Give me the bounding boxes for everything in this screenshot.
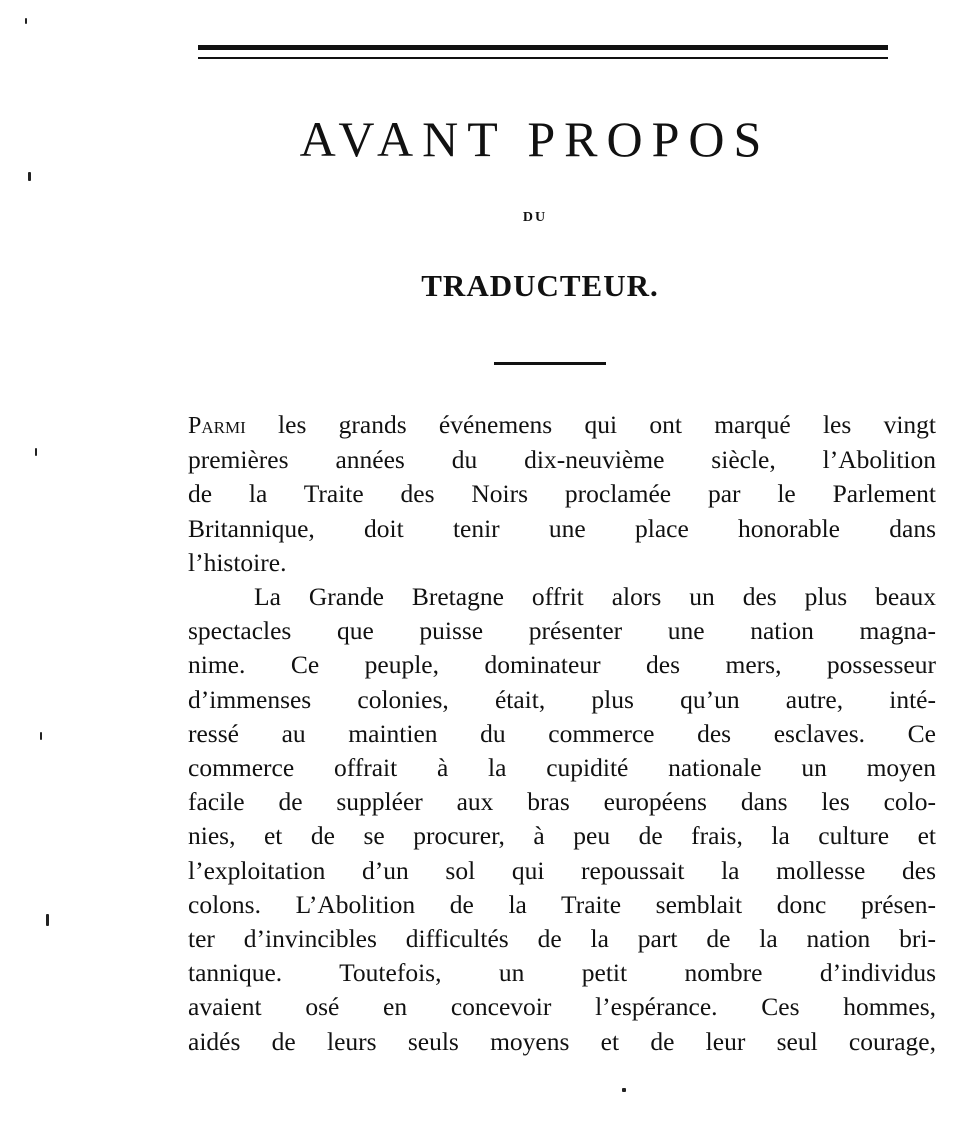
text-line: de la Traite des Noirs proclamée par le Parlement (188, 479, 936, 509)
title-connector: DU (522, 210, 548, 225)
header-double-rule-bottom (198, 57, 888, 59)
scan-speck (622, 1088, 626, 1092)
text-line-indented: La Grande Bretagne offrit alors un des plus beaux (254, 582, 936, 612)
text-line: facile de suppléer aux bras européens dans les colo- (188, 787, 936, 817)
scan-speck (46, 914, 49, 926)
text-line (188, 408, 936, 443)
text-line: spectacles que puisse présenter une nation magna- (188, 616, 936, 646)
text-line: aidés de leurs seuls moyens et de leur seul courage, (188, 1026, 936, 1056)
section-divider (494, 362, 606, 365)
text-line: tannique. Toutefois, un petit nombre d’individus (188, 958, 936, 988)
text-line: d’immenses colonies, était, plus qu’un autre, inté- (188, 684, 936, 714)
scan-speck (35, 448, 37, 456)
chapter-subtitle: TRADUCTEUR. (421, 268, 659, 303)
text-line: nies, et de se procurer, à peu de frais, la culture et (188, 821, 936, 851)
first-word-smallcaps: Parmi (188, 413, 246, 439)
text-line: nime. Ce peuple, dominateur des mers, possesseur (188, 650, 936, 680)
text-line-content: les grands événemens qui ont marqué les vingt (245, 410, 936, 439)
text-line: premières années du dix-neuvième siècle, l’Abolition (188, 445, 936, 475)
header-double-rule-top (198, 45, 888, 50)
scan-speck (28, 172, 31, 181)
text-line: l’exploitation d’un sol qui repoussait la mollesse des (188, 855, 936, 885)
text-line: avaient osé en concevoir l’espérance. Ces hommes, (188, 992, 936, 1022)
text-line: ressé au maintien du commerce des esclaves. Ce (188, 718, 936, 748)
text-line: colons. L’Abolition de la Traite semblait donc présen- (188, 889, 936, 919)
scan-speck (25, 18, 27, 24)
text-line: l’histoire. (188, 547, 287, 577)
scan-speck (40, 732, 42, 740)
text-line: Britannique, doit tenir une place honorable dans (188, 513, 936, 543)
body-paragraphs (188, 408, 936, 1059)
text-line: commerce offrait à la cupidité nationale un moyen (188, 753, 936, 783)
text-line: ter d’invincibles difficultés de la part de la nation bri- (188, 924, 936, 954)
chapter-title: AVANT PROPOS (299, 111, 771, 167)
